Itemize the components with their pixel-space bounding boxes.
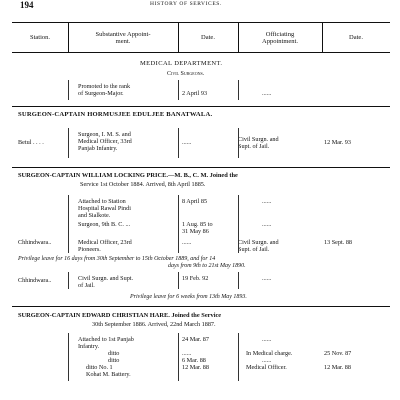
officer-name: SURGEON-CAPTAIN HORMUSJEE EDULJEE BANATWALA.	[18, 111, 213, 118]
date: 24 Mar. 87	[182, 336, 209, 343]
officiating-date: 12 Mar. 88	[324, 364, 351, 371]
appointment: ditto	[108, 357, 120, 364]
page-header	[0, 0, 400, 14]
date: 8 April 85	[182, 198, 208, 205]
appointment: ditto No. 1 Kohat M. Battery.	[86, 364, 131, 378]
officiating: ......	[262, 275, 272, 282]
appointment: Civil Surgn. and Supt. of Jail.	[78, 275, 134, 289]
officiating: ......	[262, 198, 272, 205]
officer-service: 30th September 1886. Arrived, 22nd March 1887.	[92, 321, 216, 328]
officiating: In Medical charge.	[246, 350, 293, 357]
leave-note: Privilege leave for 16 days from 30th September to 15th October 1889, and for 14	[18, 256, 216, 262]
officiating: ......	[262, 336, 272, 343]
officiating: Civil Surgn. and Supt. of Jail.	[238, 136, 279, 150]
station: Chhindwara..	[18, 239, 52, 246]
appointment: ditto	[108, 350, 120, 357]
officiating: ......	[262, 357, 272, 364]
page-number: 194	[20, 0, 34, 10]
appointment: Attached to Station Hospital Rawal Pindi and Sialkote.	[78, 198, 131, 219]
date: 19 Feb. 92	[182, 275, 209, 282]
pre-entry-officiating: ......	[262, 90, 272, 97]
officiating-date: 12 Mar. 93	[324, 139, 351, 146]
officiating: ......	[262, 221, 272, 228]
officiating-date: 13 Sept. 88	[324, 239, 353, 246]
divider	[12, 167, 390, 168]
officiating: Civil Surgn. and Supt. of Jail.	[238, 239, 279, 253]
appointment: Surgeon, I. M. S. and Medical Officer, 33rd Panjab Infantry.	[78, 131, 132, 152]
col-odate: Date.	[349, 34, 363, 41]
station: Chhindwara..	[18, 277, 52, 284]
subheading: Civil Surgeons.	[167, 71, 205, 77]
column-header-row	[12, 22, 390, 53]
date: 1 Aug. 85 to 31 May 86	[182, 221, 213, 235]
officer-service: Service 1st October 1884. Arrived, 8th April 1885.	[80, 181, 206, 188]
date: 12 Mar. 88	[182, 364, 209, 371]
running-head: HISTORY OF SERVICES.	[150, 1, 222, 7]
officer-name: SURGEON-CAPTAIN EDWARD CHRISTIAN HARE. Joined the Service	[18, 312, 222, 319]
date: 6 Mar. 88	[182, 357, 206, 364]
station: Betul . . . .	[18, 139, 44, 146]
appointment: Attached to 1st Panjab Infantry.	[78, 336, 134, 350]
department-heading: MEDICAL DEPARTMENT.	[140, 60, 223, 67]
leave-note: Privilege leave for 6 weeks from 13th May 1893.	[130, 294, 247, 300]
pre-entry-appointment: Promoted to the rank of Surgeon-Major.	[78, 83, 131, 97]
col-date: Date.	[201, 34, 215, 41]
col-station: Station.	[29, 34, 51, 41]
officer-name: SURGEON-CAPTAIN WILLIAM LOCKING PRICE.—M. B., C. M. Joined the	[18, 172, 238, 179]
divider	[12, 106, 390, 107]
pre-entry-date: 2 April 93	[182, 90, 208, 97]
date: ......	[182, 139, 192, 146]
col-substantive: Substantive Appoint- ment.	[95, 30, 151, 45]
date: ......	[182, 350, 192, 357]
appointment: Medical Officer, 23rd Pioneers.	[78, 239, 132, 253]
officiating: Medical Officer.	[246, 364, 287, 371]
appointment: Surgeon, 9th B. C. ...	[78, 221, 131, 228]
divider	[12, 306, 390, 307]
col-officiating: Officiating Appointment.	[262, 30, 298, 45]
date: ......	[182, 239, 192, 246]
officiating-date: 25 Nov. 87	[324, 350, 352, 357]
leave-note-cont: days from 9th to 21st May 1890.	[168, 263, 246, 269]
